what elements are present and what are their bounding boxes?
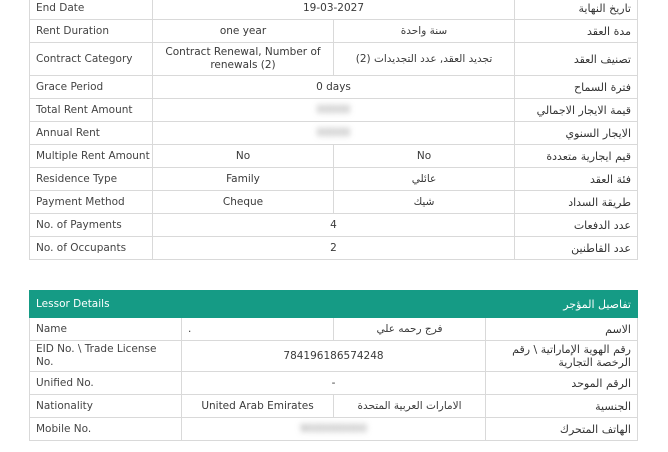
occupants-count-value: 2 xyxy=(153,237,515,260)
lessor-name-label: Name xyxy=(30,318,182,341)
residence-type-value: Family xyxy=(153,168,334,191)
rent-duration-value-ar: سنة واحدة xyxy=(334,20,515,43)
mobile-value: 9000000000 xyxy=(300,423,367,435)
lessor-name-value-ar: فرج رحمه علي xyxy=(334,318,486,341)
rent-duration-label-ar: مدة العقد xyxy=(515,20,638,43)
nationality-value: United Arab Emirates xyxy=(182,395,334,418)
occupants-count-label: No. of Occupants xyxy=(30,237,153,260)
table-row xyxy=(30,43,638,76)
payment-method-label: Payment Method xyxy=(30,191,153,214)
payments-count-label-ar: عدد الدفعات xyxy=(515,214,638,237)
end-date-value: 19-03-2027 xyxy=(153,0,515,20)
lessor-details-table xyxy=(29,290,638,441)
end-date-label-ar: تاريخ النهاية xyxy=(515,0,638,20)
table-row xyxy=(30,214,638,237)
mobile-cell xyxy=(182,418,486,441)
nationality-value-ar: الامارات العربية المتحدة xyxy=(334,395,486,418)
table-row xyxy=(30,318,638,341)
table-row xyxy=(30,76,638,99)
total-rent-value: 00000 xyxy=(316,104,351,116)
grace-period-value: 0 days xyxy=(153,76,515,99)
multiple-rent-label: Multiple Rent Amount xyxy=(30,145,153,168)
end-date-label: End Date xyxy=(30,0,153,20)
table-row xyxy=(30,395,638,418)
payment-method-value: Cheque xyxy=(153,191,334,214)
grace-period-label-ar: فترة السماح xyxy=(515,76,638,99)
contract-category-value: Contract Renewal, Number of renewals (2) xyxy=(153,43,334,76)
table-row xyxy=(30,237,638,260)
unified-no-label: Unified No. xyxy=(30,372,182,395)
occupants-count-label-ar: عدد القاطنين xyxy=(515,237,638,260)
table-row xyxy=(30,145,638,168)
grace-period-label: Grace Period xyxy=(30,76,153,99)
annual-rent-value: 00000 xyxy=(316,127,351,139)
mobile-label-ar: الهاتف المتحرك xyxy=(486,418,638,441)
total-rent-label-ar: قيمة الايجار الاجمالي xyxy=(515,99,638,122)
multiple-rent-value: No xyxy=(153,145,334,168)
residence-type-label: Residence Type xyxy=(30,168,153,191)
payment-method-label-ar: طريقة السداد xyxy=(515,191,638,214)
table-row xyxy=(30,20,638,43)
total-rent-cell xyxy=(153,99,515,122)
lessor-header xyxy=(30,291,638,318)
table-row xyxy=(30,168,638,191)
table-row xyxy=(30,418,638,441)
unified-no-value: - xyxy=(182,372,486,395)
table-row xyxy=(30,341,638,372)
eid-label: EID No. \ Trade License No. xyxy=(30,341,182,372)
residence-type-label-ar: فئة العقد xyxy=(515,168,638,191)
table-row xyxy=(30,122,638,145)
table-row xyxy=(30,372,638,395)
annual-rent-label-ar: الايجار السنوي xyxy=(515,122,638,145)
contract-category-value-ar: تجديد العقد, عدد التجديدات (2) xyxy=(334,43,515,76)
unified-no-label-ar: الرقم الموحد xyxy=(486,372,638,395)
nationality-label: Nationality xyxy=(30,395,182,418)
mobile-label: Mobile No. xyxy=(30,418,182,441)
annual-rent-label: Annual Rent xyxy=(30,122,153,145)
table-row xyxy=(30,99,638,122)
contract-category-label: Contract Category xyxy=(30,43,153,76)
total-rent-label: Total Rent Amount xyxy=(30,99,153,122)
lessor-title-ar: تفاصيل المؤجر xyxy=(334,291,638,318)
lessor-name-value: . xyxy=(182,318,334,341)
eid-value: 784196186574248 xyxy=(182,341,486,372)
contract-details-table xyxy=(29,0,638,260)
payments-count-label: No. of Payments xyxy=(30,214,153,237)
residence-type-value-ar: عائلي xyxy=(334,168,515,191)
eid-label-ar: رقم الهوية الإماراتية \ رقم الرخصة التجارية xyxy=(486,341,638,372)
table-row xyxy=(30,0,638,20)
rent-duration-value: one year xyxy=(153,20,334,43)
contract-category-label-ar: تصنيف العقد xyxy=(515,43,638,76)
lessor-title: Lessor Details xyxy=(30,291,334,318)
payment-method-value-ar: شيك xyxy=(334,191,515,214)
table-row xyxy=(30,191,638,214)
annual-rent-cell xyxy=(153,122,515,145)
multiple-rent-label-ar: قيم ايجارية متعددة xyxy=(515,145,638,168)
payments-count-value: 4 xyxy=(153,214,515,237)
rent-duration-label: Rent Duration xyxy=(30,20,153,43)
lessor-name-label-ar: الاسم xyxy=(486,318,638,341)
nationality-label-ar: الجنسية xyxy=(486,395,638,418)
multiple-rent-value-ar: No xyxy=(334,145,515,168)
